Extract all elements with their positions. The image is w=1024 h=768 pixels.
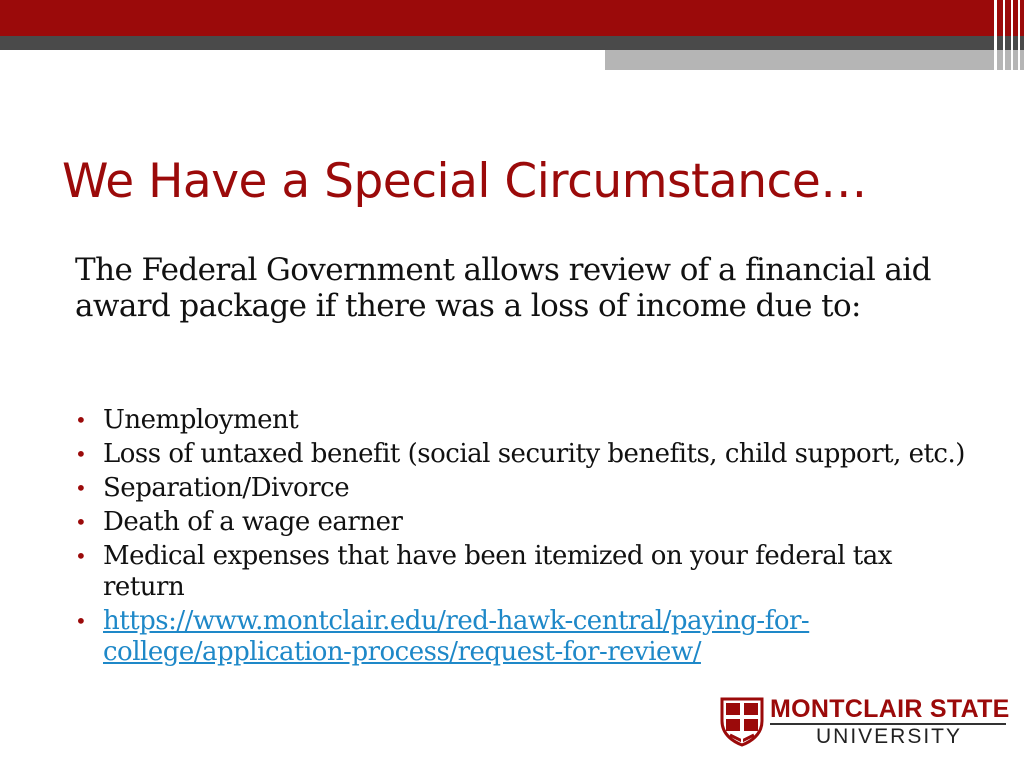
bullet-list	[75, 405, 975, 671]
header-red-bar	[0, 0, 1024, 36]
logo-line-1: MONTCLAIR STATE	[770, 695, 1010, 723]
list-item	[75, 541, 975, 603]
bullet-dot-icon: •	[75, 476, 87, 500]
list-item-text: Medical expenses that have been itemized on your federal tax return	[103, 541, 892, 602]
slide-title: We Have a Special Circumstance…	[62, 154, 867, 209]
header-stripe	[1003, 0, 1005, 70]
bullet-dot-icon: •	[75, 510, 87, 534]
bullet-dot-icon: •	[75, 408, 87, 432]
header-light-bar	[605, 50, 1024, 70]
header-stripe	[1018, 0, 1020, 70]
list-item	[75, 473, 975, 504]
logo-line-2: UNIVERSITY	[816, 725, 963, 748]
list-item	[75, 405, 975, 436]
list-item	[75, 507, 975, 538]
list-item-text: Unemployment	[103, 405, 299, 435]
header-dark-bar	[0, 36, 1024, 50]
list-item	[75, 439, 975, 470]
header-stripe	[1011, 0, 1013, 70]
bullet-dot-icon: •	[75, 544, 87, 568]
bullet-dot-icon: •	[75, 609, 87, 633]
university-shield-icon	[720, 697, 764, 747]
intro-paragraph: The Federal Government allows review of a financial aid award package if there was a loss of income due to:	[75, 252, 931, 324]
list-item-text: Death of a wage earner	[103, 507, 403, 537]
list-item-text: Separation/Divorce	[103, 473, 350, 503]
list-item-link	[75, 606, 975, 668]
request-for-review-link[interactable]: https://www.montclair.edu/red-hawk-central/paying-for-college/application-process/request-for-review/	[103, 606, 810, 667]
header-stripe	[994, 0, 997, 70]
list-item-text: Loss of untaxed benefit (social security benefits, child support, etc.)	[103, 439, 965, 469]
university-logo	[720, 695, 1010, 750]
bullet-dot-icon: •	[75, 442, 87, 466]
